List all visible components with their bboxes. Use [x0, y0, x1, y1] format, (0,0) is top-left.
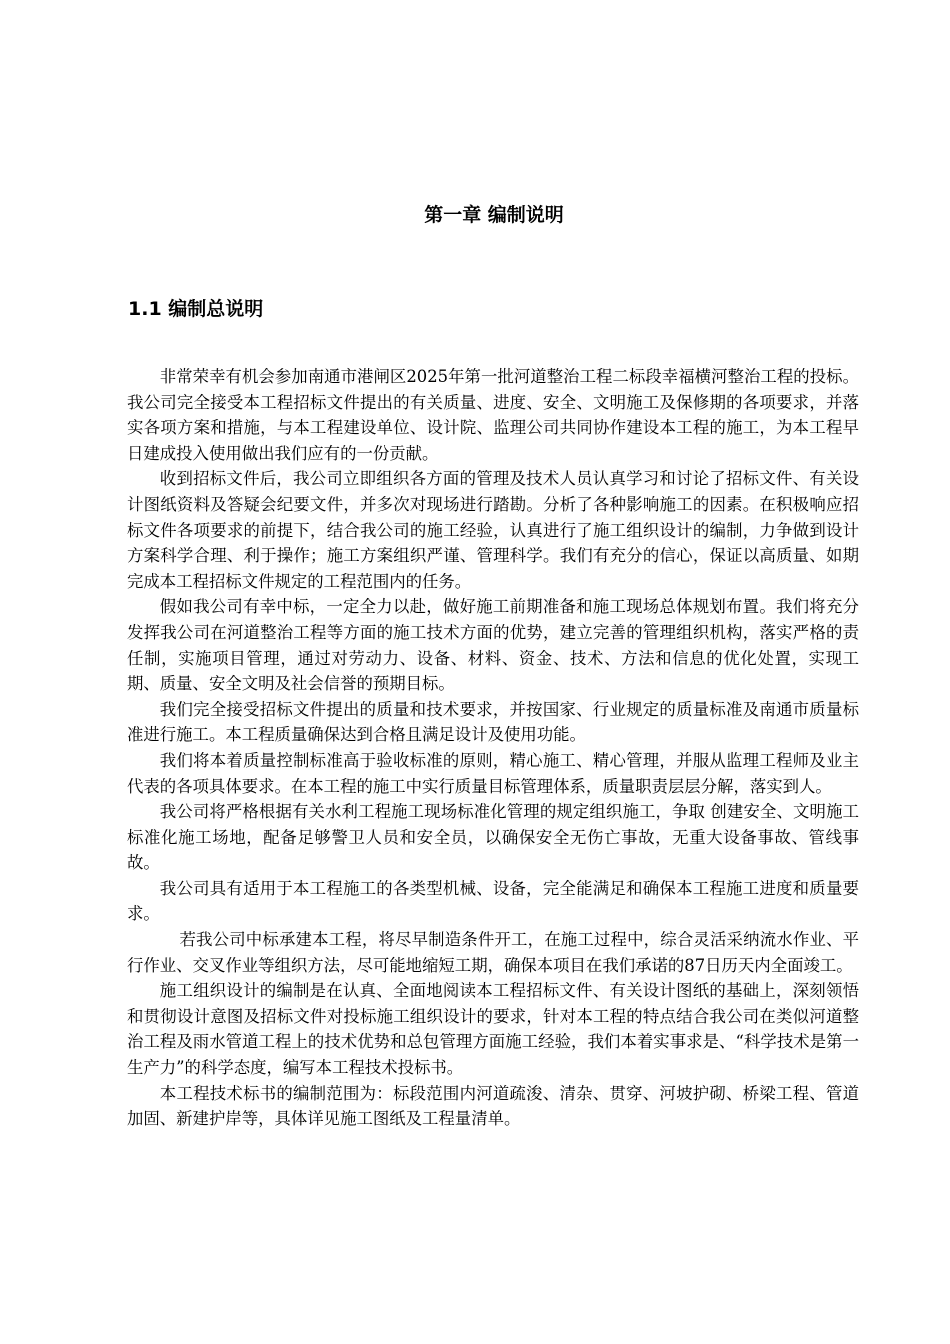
- chapter-title: 第一章 编制说明: [424, 204, 564, 226]
- paragraph: 收到招标文件后，我公司立即组织各方面的管理及技术人员认真学习和讨论了招标文件、有关设计图纸资料及答疑会纪要文件，并多次对现场进行踏勘。分析了各种影响施工的因素。在积极响应招标文件各项要求的前提下，结合我公司的施工经验，认真进行了施工组织设计的编制，力争做到设计方案科学合理、利于操作；施工方案组织严谨、管理科学。我们有充分的信心，保证以高质量、如期完成本工程招标文件规定的工程范围内的任务。: [127, 469, 859, 591]
- section-title: 1.1 编制总说明: [128, 298, 264, 320]
- paragraph: 若我公司中标承建本工程，将尽早制造条件开工，在施工过程中，综合灵活采纳流水作业、平行作业、交叉作业等组织方法，尽可能地缩短工期，确保本项目在我们承诺的87日历天内全面竣工。: [127, 930, 859, 975]
- paragraph: 假如我公司有幸中标，一定全力以赴，做好施工前期准备和施工现场总体规划布置。我们将充分发挥我公司在河道整治工程等方面的施工技术方面的优势，建立完善的管理组织机构，落实严格的责任制，实施项目管理，通过对劳动力、设备、材料、资金、技术、方法和信息的优化处置，实现工期、质量、安全文明及社会信誉的预期目标。: [127, 597, 859, 694]
- paragraph: 我公司将严格根据有关水利工程施工现场标准化管理的规定组织施工，争取 创建安全、文明施工标准化施工场地，配备足够警卫人员和安全员，以确保安全无伤亡事故，无重大设备事故、管线事故。: [127, 802, 859, 873]
- paragraph: 非常荣幸有机会参加南通市港闸区2025年第一批河道整治工程二标段幸福横河整治工程的投标。我公司完全接受本工程招标文件提出的有关质量、进度、安全、文明施工及保修期的各项要求，并落实各项方案和措施，与本工程建设单位、设计院、监理公司共同协作建设本工程的施工，为本工程早日建成投入使用做出我们应有的一份贡献。: [127, 367, 859, 463]
- body-text: [127, 364, 859, 1132]
- paragraph: 本工程技术标书的编制范围为：标段范围内河道疏浚、清杂、贯穿、河坡护砌、桥梁工程、管道加固、新建护岸等，具体详见施工图纸及工程量清单。: [127, 1083, 859, 1129]
- paragraph: 我公司具有适用于本工程施工的各类型机械、设备，完全能满足和确保本工程施工进度和质量要求。: [127, 878, 859, 924]
- paragraph: 我们完全接受招标文件提出的质量和技术要求，并按国家、行业规定的质量标准及南通市质量标准进行施工。本工程质量确保达到合格且满足设计及使用功能。: [127, 699, 859, 745]
- paragraph: 我们将本着质量控制标准高于验收标准的原则，精心施工、精心管理，并服从监理工程师及业主代表的各项具体要求。在本工程的施工中实行质量目标管理体系，质量职责层层分解，落实到人。: [127, 750, 859, 796]
- paragraph: 施工组织设计的编制是在认真、全面地阅读本工程招标文件、有关设计图纸的基础上，深刻领悟和贯彻设计意图及招标文件对投标施工组织设计的要求，针对本工程的特点结合我公司在类似河道整治工程及雨水管道工程上的技术优势和总包管理方面施工经验，我们本着实事求是、“科学技术是第一生产力”的科学态度，编写本工程技术投标书。: [127, 981, 859, 1078]
